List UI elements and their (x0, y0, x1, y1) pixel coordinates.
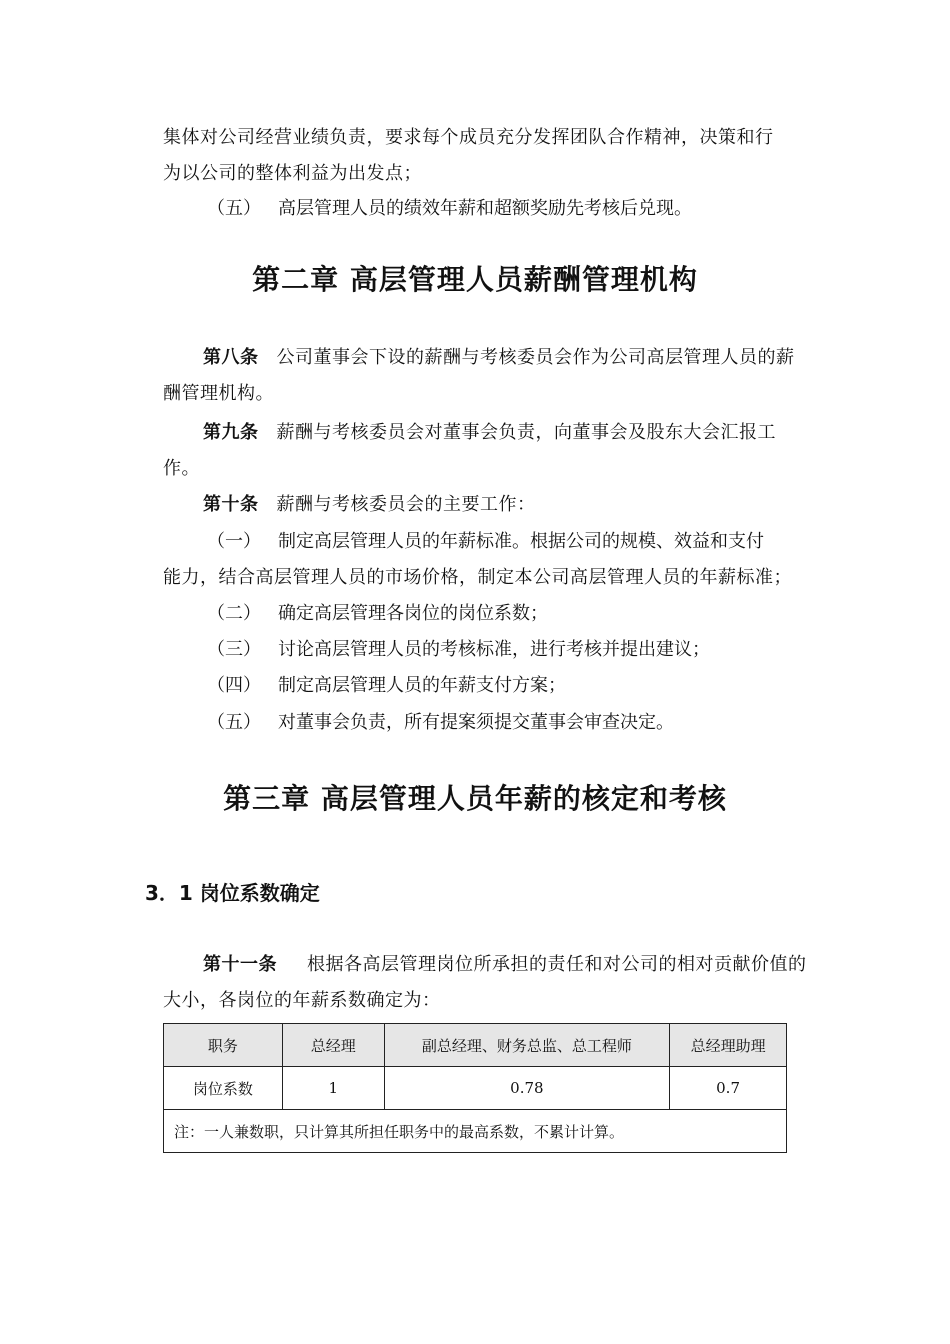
article-label: 第十一条 (203, 954, 277, 975)
list-item-text: 高层管理人员的绩效年薪和超额奖励先考核后兑现。 (278, 198, 692, 219)
list-item (207, 524, 764, 560)
article-label: 第八条 (203, 347, 259, 368)
list-item-text: 确定高层管理各岗位的岗位系数； (278, 603, 548, 624)
list-item-text: 制定高层管理人员的年薪标准。根据公司的规模、效益和支付 (278, 531, 764, 552)
list-item-text: 制定高层管理人员的年薪支付方案； (278, 675, 566, 696)
list-item-continuation: 能力，结合高层管理人员的市场价格，制定本公司高层管理人员的年薪标准； (163, 567, 792, 588)
table-note-row (164, 1110, 787, 1153)
text-line: 集体对公司经营业绩负责，要求每个成员充分发挥团队合作精神，决策和行 (163, 127, 774, 148)
paragraph-continuation (163, 120, 808, 192)
list-item-number: （四） (207, 675, 261, 696)
list-item-number: （二） (207, 603, 261, 624)
table-cell: 岗位系数 (164, 1067, 283, 1110)
article-text: 公司董事会下设的薪酬与考核委员会作为公司高层管理人员的薪酬管理机构。 (163, 347, 795, 404)
list-item-text: 对董事会负责，所有提案须提交董事会审查决定。 (278, 712, 674, 733)
list-item (207, 596, 548, 632)
table-header-cell: 总经理 (282, 1024, 384, 1067)
list-item-text: 讨论高层管理人员的考核标准，进行考核并提出建议； (278, 639, 710, 660)
table-header-cell: 副总经理、财务总监、总工程师 (384, 1024, 670, 1067)
article-11 (163, 947, 808, 1019)
list-item (207, 705, 674, 741)
article-text: 薪酬与考核委员会的主要工作： (276, 494, 536, 515)
position-coefficient-table (163, 1023, 787, 1153)
article-10 (163, 487, 808, 523)
table-note: 注：一人兼数职，只计算其所担任职务中的最高系数，不累计计算。 (164, 1110, 787, 1153)
article-9 (163, 415, 808, 487)
table-cell: 0.7 (670, 1067, 787, 1110)
table-cell: 0.78 (384, 1067, 670, 1110)
table-row (164, 1067, 787, 1110)
article-label: 第九条 (203, 422, 259, 443)
section-heading: 3．1 岗位系数确定 (145, 881, 320, 905)
table-header-cell: 职务 (164, 1024, 283, 1067)
list-item-number: （五） (207, 198, 261, 219)
list-item (207, 191, 692, 227)
list-item-number: （一） (207, 531, 261, 552)
chapter-3-title: 第三章 高层管理人员年薪的核定和考核 (223, 782, 727, 815)
chapter-2-title: 第二章 高层管理人员薪酬管理机构 (252, 263, 698, 296)
list-item (207, 632, 710, 668)
table-cell: 1 (282, 1067, 384, 1110)
table-header-row (164, 1024, 787, 1067)
article-8 (163, 340, 808, 412)
list-item (207, 668, 566, 704)
list-item-number: （五） (207, 712, 261, 733)
table-header-cell: 总经理助理 (670, 1024, 787, 1067)
article-label: 第十条 (203, 494, 259, 515)
list-item-number: （三） (207, 639, 261, 660)
article-text: 薪酬与考核委员会对董事会负责，向董事会及股东大会汇报工作。 (163, 422, 776, 479)
text-line: 为以公司的整体利益为出发点； (163, 163, 422, 184)
article-text: 根据各高层管理岗位所承担的责任和对公司的相对贡献价值的大小，各岗位的年薪系数确定为： (163, 954, 807, 1011)
